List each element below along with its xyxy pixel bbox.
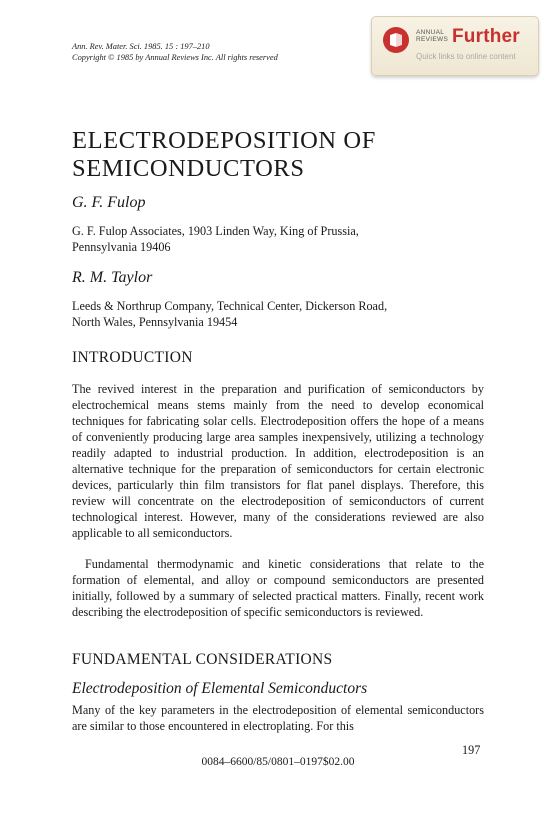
author-affiliation-1 <box>72 223 492 255</box>
affiliation-2-line-2: North Wales, Pennsylvania 19454 <box>72 315 238 329</box>
badge-reviews-label: REVIEWS <box>416 36 449 43</box>
author-affiliation-2 <box>72 298 492 330</box>
badge-annual-label: ANNUAL <box>416 29 445 36</box>
title-line-1: ELECTRODEPOSITION OF <box>72 127 376 154</box>
badge-further-label: Further <box>452 26 520 47</box>
affiliation-2-line-1: Leeds & Northrup Company, Technical Center, Dickerson Road, <box>72 299 388 313</box>
copyright-line: Copyright © 1985 by Annual Reviews Inc. All rights reserved <box>72 53 278 62</box>
elemental-paragraph-1: Many of the key parameters in the electrodeposition of elemental semiconductors are similar to those encountered in electroplating. For this <box>72 703 484 733</box>
introduction-paragraph-1: The revived interest in the preparation and purification of semiconductors by electrochemical means stems mainly from the need to develop economical techniques for fabricating solar cells. Electrodeposition offers the hope of a means of conveniently producing large area samples inexpensively, utilizing a technology readily adapted to industrial production. In addition, electrodeposition is an alternative technique for the preparation of semiconductors for certain electronic devices, particularly thin film transistors for flat panel displays. Therefore, this review will concentrate on the electrodeposition of semiconductors of current technological interest. However, many of the considerations reviewed are also applicable to all semiconductors. <box>72 382 484 540</box>
annual-reviews-logo-icon <box>383 27 409 53</box>
affiliation-1-line-2: Pennsylvania 19406 <box>72 240 171 254</box>
journal-line: Ann. Rev. Mater. Sci. 1985. 15 : 197–210 <box>72 42 210 51</box>
badge-subtitle: Quick links to online content <box>416 52 516 61</box>
title-line-2: SEMICONDUCTORS <box>72 155 305 182</box>
subsection-heading-elemental: Electrodeposition of Elemental Semiconductors <box>72 680 368 697</box>
author-name-1: G. F. Fulop <box>72 194 146 211</box>
author-name-2: R. M. Taylor <box>72 269 153 286</box>
journal-citation <box>72 41 372 63</box>
section-heading-fundamental: FUNDAMENTAL CONSIDERATIONS <box>72 651 333 668</box>
annual-reviews-further-badge[interactable] <box>371 16 539 76</box>
article-code: 0084–6600/85/0801–0197$02.00 <box>201 756 355 768</box>
affiliation-1-line-1: G. F. Fulop Associates, 1903 Linden Way, King of Prussia, <box>72 224 359 238</box>
section-heading-introduction: INTRODUCTION <box>72 349 193 366</box>
article-title <box>72 127 492 183</box>
introduction-paragraph-2: Fundamental thermodynamic and kinetic considerations that relate to the formation of elemental, and alloy or compound semiconductors are presented initially, followed by a summary of selected practical matters. Finally, recent work describing the electrodeposition of specific semiconductors is reviewed. <box>72 557 484 619</box>
badge-annual-reviews-text <box>416 29 448 43</box>
page-number: 197 <box>462 743 481 757</box>
